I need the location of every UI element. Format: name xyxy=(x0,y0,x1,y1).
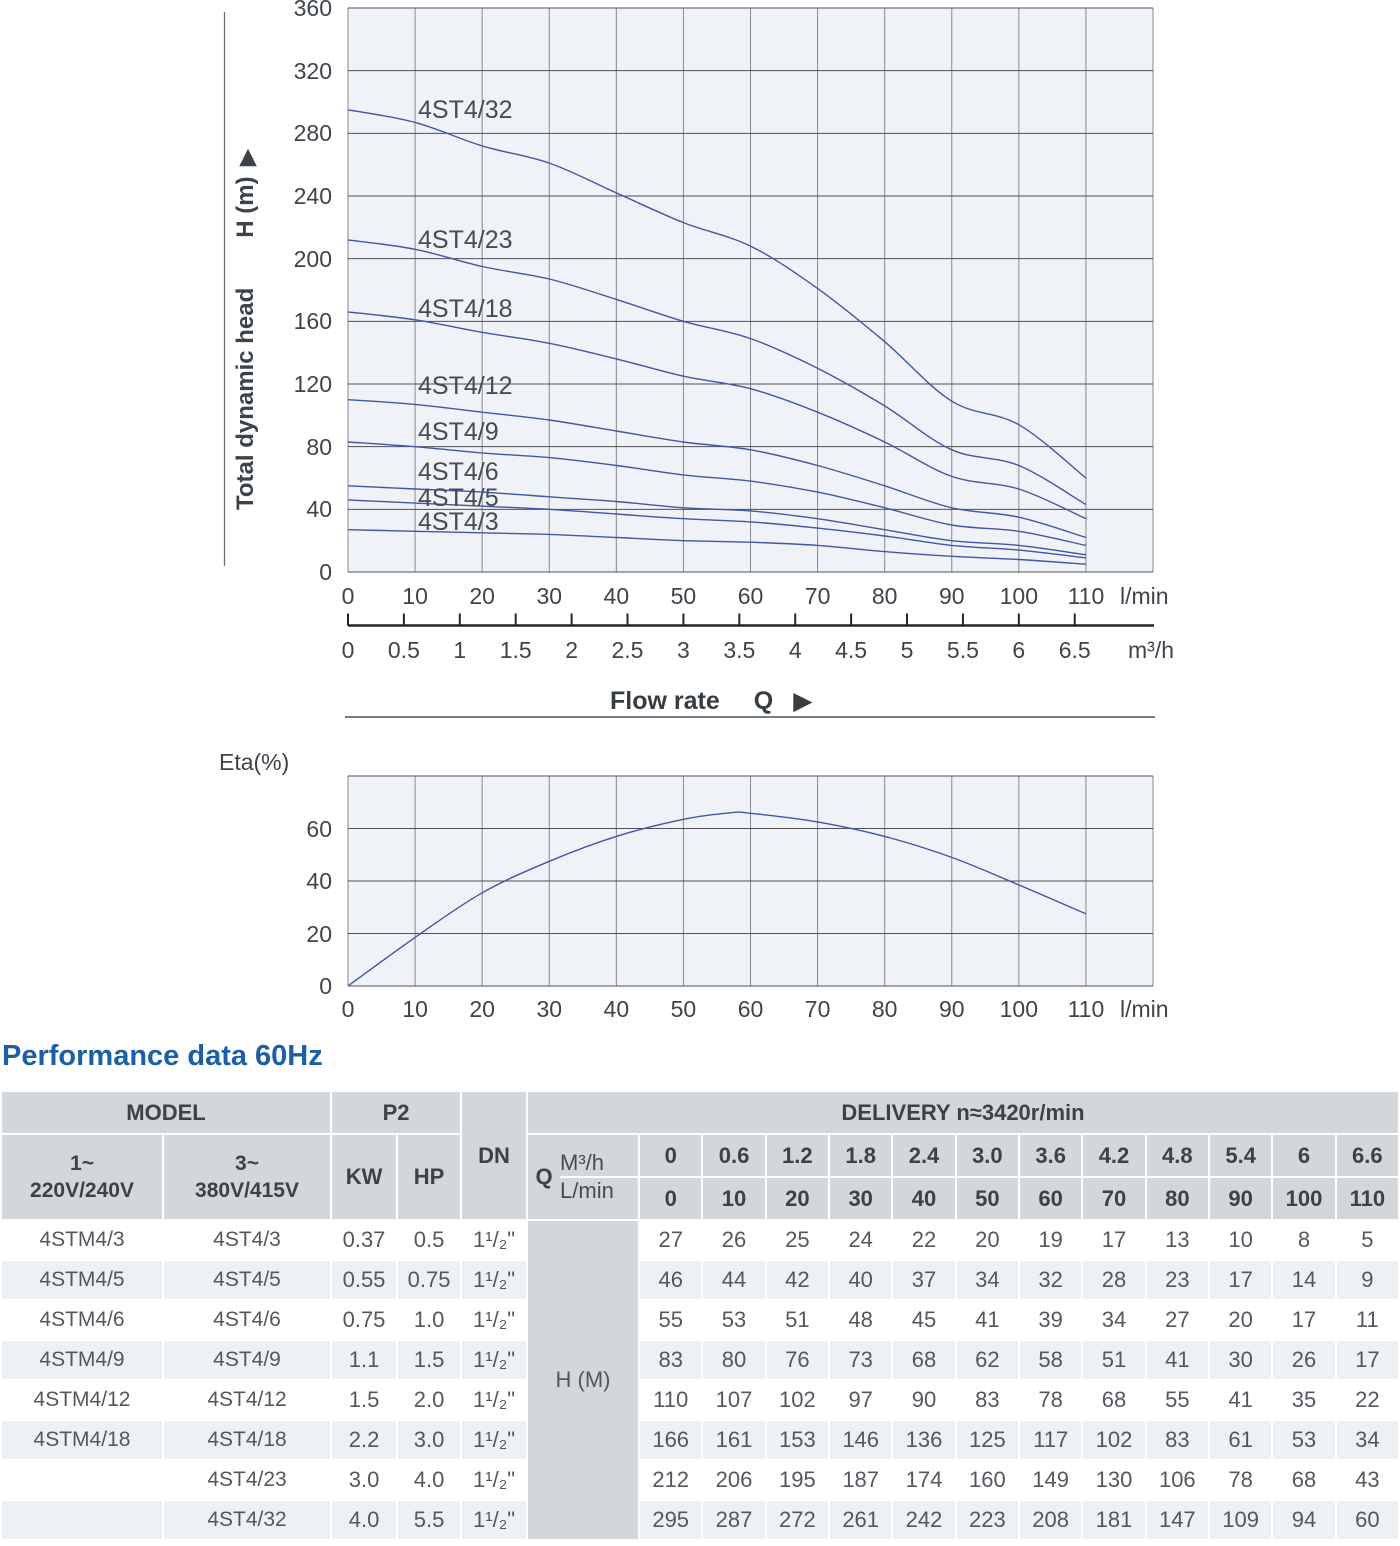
m3h-tick-label: 0 xyxy=(341,637,355,663)
eta-x-axis-unit: l/min xyxy=(1120,996,1169,1022)
kw-cell: 0.37 xyxy=(332,1221,396,1259)
head-value-cell: 27 xyxy=(640,1221,701,1259)
head-value-cell: 41 xyxy=(957,1301,1018,1339)
dn-cell: 1¹/₂" xyxy=(462,1261,526,1299)
head-value-cell: 25 xyxy=(767,1221,828,1259)
head-value-cell: 160 xyxy=(957,1461,1018,1499)
head-value-cell: 83 xyxy=(640,1341,701,1379)
eta-y-tick-label: 0 xyxy=(319,973,332,999)
model-1ph-cell: 4STM4/3 xyxy=(2,1221,162,1259)
hp-cell: 2.0 xyxy=(398,1381,460,1419)
m3h-value-header: 1.8 xyxy=(830,1135,891,1176)
lmin-value-header: 110 xyxy=(1337,1178,1398,1219)
head-value-cell: 26 xyxy=(703,1221,764,1259)
head-value-cell: 35 xyxy=(1273,1381,1334,1419)
dn-header: DN xyxy=(462,1092,526,1219)
dn-cell: 1¹/₂" xyxy=(462,1421,526,1459)
m3h-value-header: 3.0 xyxy=(957,1135,1018,1176)
head-value-cell: 187 xyxy=(830,1461,891,1499)
lmin-value-header: 10 xyxy=(703,1178,764,1219)
curve-label: 4ST4/12 xyxy=(418,372,513,400)
eta-y-tick-label: 20 xyxy=(306,920,332,947)
head-unit-cell: H (M) xyxy=(528,1221,638,1539)
m3h-tick-label: 6 xyxy=(1012,637,1026,663)
kw-cell: 0.55 xyxy=(332,1261,396,1299)
head-x-tick-label: 40 xyxy=(603,583,630,609)
head-value-cell: 147 xyxy=(1147,1501,1208,1539)
model-3ph-cell: 4ST4/3 xyxy=(164,1221,330,1259)
eta-y-tick-label: 60 xyxy=(306,815,332,842)
head-value-cell: 242 xyxy=(893,1501,954,1539)
eta-y-tick-label: 40 xyxy=(306,868,332,894)
head-value-cell: 117 xyxy=(1020,1421,1081,1459)
head-y-tick-label: 80 xyxy=(306,433,332,460)
head-value-cell: 10 xyxy=(1210,1221,1271,1259)
head-value-cell: 107 xyxy=(703,1381,764,1419)
lmin-value-header: 0 xyxy=(640,1178,701,1219)
lmin-value-header: 70 xyxy=(1083,1178,1144,1219)
hp-header: HP xyxy=(398,1135,460,1219)
head-x-tick-label: 110 xyxy=(1067,583,1105,609)
eta-x-tick-label: 60 xyxy=(737,996,764,1022)
head-x-tick-label: 70 xyxy=(804,583,831,609)
flow-rate-label: Flow rate xyxy=(610,686,720,715)
hp-cell: 3.0 xyxy=(398,1421,460,1459)
head-value-cell: 125 xyxy=(957,1421,1018,1459)
head-value-cell: 27 xyxy=(1147,1301,1208,1339)
model-1ph-cell: 4STM4/6 xyxy=(2,1301,162,1339)
hp-cell: 0.75 xyxy=(398,1261,460,1299)
lmin-value-header: 20 xyxy=(767,1178,828,1219)
head-value-cell: 17 xyxy=(1083,1221,1144,1259)
head-value-cell: 261 xyxy=(830,1501,891,1539)
hp-cell: 1.5 xyxy=(398,1341,460,1379)
m3h-axis-unit: m³/h xyxy=(1128,637,1174,663)
head-value-cell: 34 xyxy=(957,1261,1018,1299)
head-value-cell: 28 xyxy=(1083,1261,1144,1299)
head-value-cell: 62 xyxy=(957,1341,1018,1379)
phase3-header xyxy=(164,1135,330,1219)
phase1-bottom: 220V/240V xyxy=(30,1179,134,1202)
dn-cell: 1¹/₂" xyxy=(462,1341,526,1379)
table-row xyxy=(2,1421,1398,1459)
model-1ph-cell: 4STM4/5 xyxy=(2,1261,162,1299)
kw-cell: 1.5 xyxy=(332,1381,396,1419)
head-value-cell: 13 xyxy=(1147,1221,1208,1259)
yaxis-title-text: Total dynamic head xyxy=(232,287,259,510)
head-value-cell: 58 xyxy=(1020,1341,1081,1379)
head-value-cell: 136 xyxy=(893,1421,954,1459)
head-value-cell: 130 xyxy=(1083,1461,1144,1499)
head-value-cell: 41 xyxy=(1147,1341,1208,1379)
m3h-value-header: 4.8 xyxy=(1147,1135,1208,1176)
m3h-tick-label: 4 xyxy=(788,637,802,663)
head-y-tick-label: 120 xyxy=(293,371,332,397)
head-value-cell: 20 xyxy=(1210,1301,1271,1339)
head-x-tick-label: 50 xyxy=(670,583,697,609)
dn-cell: 1¹/₂" xyxy=(462,1381,526,1419)
head-value-cell: 223 xyxy=(957,1501,1018,1539)
m3h-value-header: 5.4 xyxy=(1210,1135,1271,1176)
table-header-row-2 xyxy=(2,1135,1398,1176)
head-value-cell: 19 xyxy=(1020,1221,1081,1259)
head-value-cell: 153 xyxy=(767,1421,828,1459)
lmin-value-header: 90 xyxy=(1210,1178,1271,1219)
table-row xyxy=(2,1341,1398,1379)
yaxis-unit-text: H (m) xyxy=(232,176,259,238)
head-value-cell: 206 xyxy=(703,1461,764,1499)
head-value-cell: 80 xyxy=(703,1341,764,1379)
delivery-header: DELIVERY n≈3420r/min xyxy=(528,1092,1398,1133)
eta-x-tick-label: 70 xyxy=(804,996,831,1022)
head-value-cell: 22 xyxy=(1337,1381,1398,1419)
head-x-tick-label: 20 xyxy=(469,583,495,609)
head-value-cell: 110 xyxy=(640,1381,701,1419)
table-header-row-1 xyxy=(2,1092,1398,1133)
hp-cell: 4.0 xyxy=(398,1461,460,1499)
phase1-top: 1~ xyxy=(70,1152,94,1175)
lmin-value-header: 80 xyxy=(1147,1178,1208,1219)
up-arrow-icon: ▶ xyxy=(232,148,259,167)
head-value-cell: 30 xyxy=(1210,1341,1271,1379)
curve-label: 4ST4/23 xyxy=(418,226,513,254)
head-value-cell: 149 xyxy=(1020,1461,1081,1499)
head-value-cell: 146 xyxy=(830,1421,891,1459)
model-3ph-cell: 4ST4/12 xyxy=(164,1381,330,1419)
head-value-cell: 78 xyxy=(1020,1381,1081,1419)
m3h-tick-label: 2 xyxy=(565,637,578,663)
eta-x-tick-label: 90 xyxy=(938,996,965,1022)
m3h-value-header: 3.6 xyxy=(1020,1135,1081,1176)
head-value-cell: 42 xyxy=(767,1261,828,1299)
dn-cell: 1¹/₂" xyxy=(462,1501,526,1539)
hp-cell: 5.5 xyxy=(398,1501,460,1539)
head-value-cell: 11 xyxy=(1337,1301,1398,1339)
m3h-value-header: 4.2 xyxy=(1083,1135,1144,1176)
m3h-tick-label: 1.5 xyxy=(499,637,532,663)
lmin-value-header: 60 xyxy=(1020,1178,1081,1219)
table-row xyxy=(2,1261,1398,1299)
head-x-tick-label: 60 xyxy=(737,583,764,609)
head-value-cell: 295 xyxy=(640,1501,701,1539)
model-1ph-cell xyxy=(2,1501,162,1539)
head-value-cell: 97 xyxy=(830,1381,891,1419)
head-y-tick-label: 160 xyxy=(293,308,332,335)
head-y-tick-label: 280 xyxy=(293,120,332,147)
m3h-tick-label: 6.5 xyxy=(1058,637,1091,663)
head-value-cell: 17 xyxy=(1210,1261,1271,1299)
head-value-cell: 61 xyxy=(1210,1421,1271,1459)
head-value-cell: 53 xyxy=(1273,1421,1334,1459)
head-value-cell: 17 xyxy=(1273,1301,1334,1339)
kw-header: KW xyxy=(332,1135,396,1219)
head-value-cell: 287 xyxy=(703,1501,764,1539)
eta-x-tick-label: 30 xyxy=(536,996,563,1022)
table-title: Performance data 60Hz xyxy=(2,1040,323,1072)
head-value-cell: 8 xyxy=(1273,1221,1334,1259)
head-value-cell: 20 xyxy=(957,1221,1018,1259)
hp-cell: 1.0 xyxy=(398,1301,460,1339)
head-y-tick-label: 200 xyxy=(293,245,332,272)
curve-label: 4ST4/5 xyxy=(418,484,499,512)
m3h-value-header: 6.6 xyxy=(1337,1135,1398,1176)
head-y-tick-label: 360 xyxy=(293,0,332,21)
curve-label: 4ST4/9 xyxy=(418,418,499,446)
head-value-cell: 55 xyxy=(1147,1381,1208,1419)
head-y-tick-label: 0 xyxy=(319,559,332,585)
kw-cell: 0.75 xyxy=(332,1301,396,1339)
head-value-cell: 37 xyxy=(893,1261,954,1299)
head-value-cell: 68 xyxy=(1273,1461,1334,1499)
eta-x-tick-label: 110 xyxy=(1067,996,1105,1022)
m3h-value-header: 2.4 xyxy=(893,1135,954,1176)
eta-x-tick-label: 10 xyxy=(402,996,428,1022)
head-x-axis-unit: l/min xyxy=(1120,583,1169,609)
table-row xyxy=(2,1301,1398,1339)
curve-label: 4ST4/3 xyxy=(418,508,499,536)
head-value-cell: 14 xyxy=(1273,1261,1334,1299)
head-x-tick-label: 30 xyxy=(536,583,563,609)
hp-cell: 0.5 xyxy=(398,1221,460,1259)
m3h-tick-label: 5 xyxy=(900,637,914,663)
dn-cell: 1¹/₂" xyxy=(462,1461,526,1499)
head-value-cell: 102 xyxy=(1083,1421,1144,1459)
m3h-value-header: 0 xyxy=(640,1135,701,1176)
head-x-tick-label: 90 xyxy=(938,583,965,609)
flow-symbol-label: Q xyxy=(753,686,774,715)
eta-x-tick-label: 20 xyxy=(469,996,495,1022)
kw-cell: 2.2 xyxy=(332,1421,396,1459)
head-value-cell: 44 xyxy=(703,1261,764,1299)
model-3ph-cell: 4ST4/18 xyxy=(164,1421,330,1459)
head-value-cell: 39 xyxy=(1020,1301,1081,1339)
head-y-tick-label: 40 xyxy=(306,496,332,523)
eta-x-tick-label: 0 xyxy=(341,996,355,1022)
m3h-tick-label: 2.5 xyxy=(611,637,644,663)
head-value-cell: 55 xyxy=(640,1301,701,1339)
phase3-bottom: 380V/415V xyxy=(195,1179,299,1202)
eta-x-tick-label: 50 xyxy=(670,996,697,1022)
m3h-tick-label: 1 xyxy=(453,637,467,663)
model-3ph-cell: 4ST4/6 xyxy=(164,1301,330,1339)
phase3-top: 3~ xyxy=(235,1152,259,1175)
head-value-cell: 9 xyxy=(1337,1261,1398,1299)
head-value-cell: 109 xyxy=(1210,1501,1271,1539)
head-value-cell: 212 xyxy=(640,1461,701,1499)
dn-cell: 1¹/₂" xyxy=(462,1301,526,1339)
model-1ph-cell: 4STM4/9 xyxy=(2,1341,162,1379)
head-value-cell: 40 xyxy=(830,1261,891,1299)
head-value-cell: 32 xyxy=(1020,1261,1081,1299)
m3h-value-header: 0.6 xyxy=(703,1135,764,1176)
head-y-tick-label: 320 xyxy=(293,57,332,84)
head-value-cell: 17 xyxy=(1337,1341,1398,1379)
table-row xyxy=(2,1381,1398,1419)
model-3ph-cell: 4ST4/32 xyxy=(164,1501,330,1539)
lmin-value-header: 40 xyxy=(893,1178,954,1219)
head-value-cell: 208 xyxy=(1020,1501,1081,1539)
table-row xyxy=(2,1501,1398,1539)
table-row xyxy=(2,1221,1398,1259)
head-x-tick-label: 0 xyxy=(341,583,355,609)
m3h-tick-label: 3 xyxy=(677,637,690,663)
head-value-cell: 43 xyxy=(1337,1461,1398,1499)
head-x-tick-label: 80 xyxy=(871,583,898,609)
p2-header: P2 xyxy=(332,1092,460,1133)
head-value-cell: 51 xyxy=(1083,1341,1144,1379)
m3h-tick-label: 0.5 xyxy=(387,637,420,663)
m3h-unit-label: M³/h xyxy=(560,1150,638,1178)
head-value-cell: 46 xyxy=(640,1261,701,1299)
head-value-cell: 106 xyxy=(1147,1461,1208,1499)
m3h-value-header: 1.2 xyxy=(767,1135,828,1176)
model-1ph-cell: 4STM4/18 xyxy=(2,1421,162,1459)
model-header: MODEL xyxy=(2,1092,330,1133)
head-value-cell: 78 xyxy=(1210,1461,1271,1499)
head-x-tick-label: 10 xyxy=(402,583,428,609)
model-1ph-cell xyxy=(2,1461,162,1499)
m3h-tick-label: 5.5 xyxy=(946,637,979,663)
head-value-cell: 48 xyxy=(830,1301,891,1339)
head-value-cell: 34 xyxy=(1337,1421,1398,1459)
eta-x-tick-label: 80 xyxy=(871,996,898,1022)
lmin-value-header: 100 xyxy=(1273,1178,1334,1219)
head-value-cell: 94 xyxy=(1273,1501,1334,1539)
head-value-cell: 51 xyxy=(767,1301,828,1339)
head-y-tick-label: 240 xyxy=(293,183,332,209)
curve-label: 4ST4/6 xyxy=(418,458,499,486)
head-value-cell: 174 xyxy=(893,1461,954,1499)
head-value-cell: 83 xyxy=(1147,1421,1208,1459)
head-value-cell: 60 xyxy=(1337,1501,1398,1539)
head-value-cell: 68 xyxy=(893,1341,954,1379)
model-3ph-cell: 4ST4/5 xyxy=(164,1261,330,1299)
m3h-tick-label: 4.5 xyxy=(835,637,868,663)
m3h-value-header: 6 xyxy=(1273,1135,1334,1176)
head-value-cell: 68 xyxy=(1083,1381,1144,1419)
kw-cell: 1.1 xyxy=(332,1341,396,1379)
model-3ph-cell: 4ST4/9 xyxy=(164,1341,330,1379)
eta-chart-label: Eta(%) xyxy=(219,749,290,775)
head-value-cell: 195 xyxy=(767,1461,828,1499)
head-x-tick-label: 100 xyxy=(999,583,1039,609)
curve-label: 4ST4/32 xyxy=(418,96,513,124)
head-value-cell: 181 xyxy=(1083,1501,1144,1539)
head-value-cell: 272 xyxy=(767,1501,828,1539)
head-value-cell: 34 xyxy=(1083,1301,1144,1339)
kw-cell: 3.0 xyxy=(332,1461,396,1499)
head-value-cell: 90 xyxy=(893,1381,954,1419)
head-value-cell: 73 xyxy=(830,1341,891,1379)
eta-x-tick-label: 40 xyxy=(603,996,630,1022)
q-header xyxy=(528,1135,638,1219)
head-value-cell: 53 xyxy=(703,1301,764,1339)
m3h-tick-label: 3.5 xyxy=(723,637,756,663)
head-value-cell: 83 xyxy=(957,1381,1018,1419)
lmin-value-header: 50 xyxy=(957,1178,1018,1219)
q-label: Q xyxy=(535,1164,553,1189)
kw-cell: 4.0 xyxy=(332,1501,396,1539)
model-3ph-cell: 4ST4/23 xyxy=(164,1461,330,1499)
table-row xyxy=(2,1461,1398,1499)
model-1ph-cell: 4STM4/12 xyxy=(2,1381,162,1419)
lmin-unit-label: L/min xyxy=(560,1178,614,1203)
head-value-cell: 166 xyxy=(640,1421,701,1459)
head-value-cell: 24 xyxy=(830,1221,891,1259)
phase1-header xyxy=(2,1135,162,1219)
head-value-cell: 76 xyxy=(767,1341,828,1379)
head-value-cell: 41 xyxy=(1210,1381,1271,1419)
head-value-cell: 22 xyxy=(893,1221,954,1259)
head-value-cell: 45 xyxy=(893,1301,954,1339)
right-arrow-icon: ▶ xyxy=(793,687,813,715)
head-value-cell: 5 xyxy=(1337,1221,1398,1259)
head-value-cell: 26 xyxy=(1273,1341,1334,1379)
dn-cell: 1¹/₂" xyxy=(462,1221,526,1259)
eta-x-tick-label: 100 xyxy=(999,996,1039,1022)
head-value-cell: 161 xyxy=(703,1421,764,1459)
head-value-cell: 102 xyxy=(767,1381,828,1419)
head-value-cell: 23 xyxy=(1147,1261,1208,1299)
curve-label: 4ST4/18 xyxy=(418,295,513,323)
performance-table xyxy=(0,1090,1400,1541)
lmin-value-header: 30 xyxy=(830,1178,891,1219)
